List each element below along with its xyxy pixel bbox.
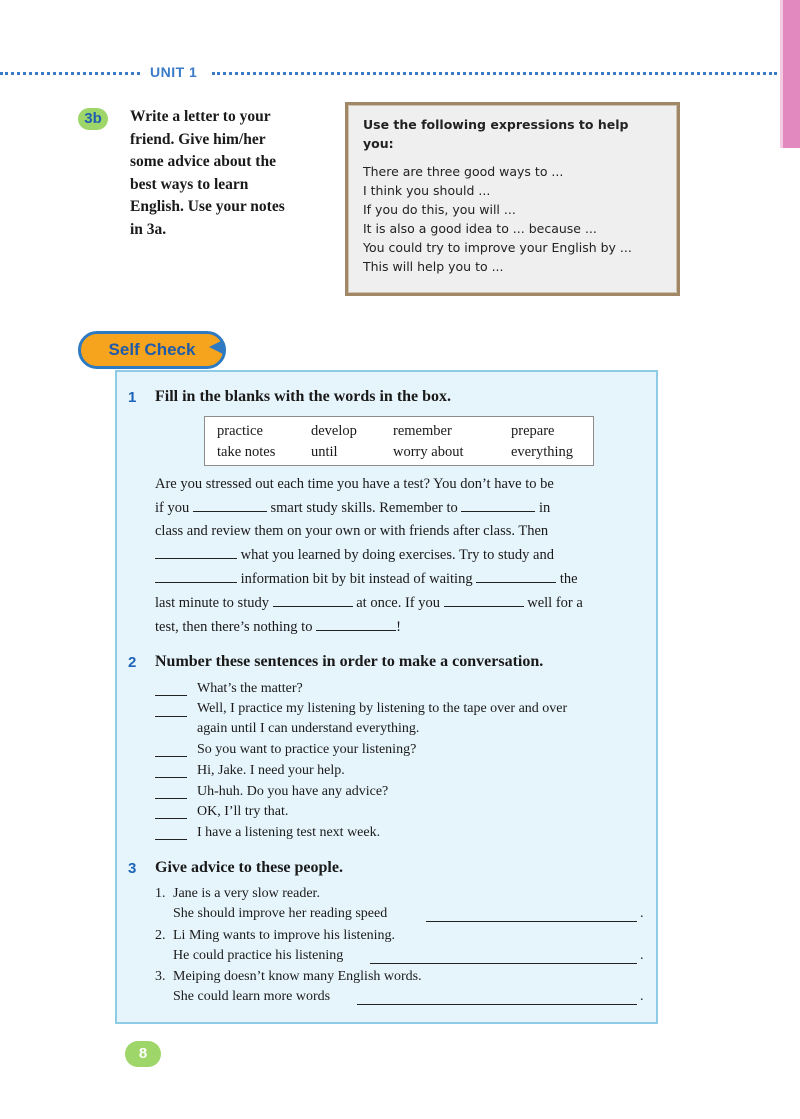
expression-line: If you do this, you will ...	[363, 202, 516, 217]
expression-line: There are three good ways to ...	[363, 164, 564, 179]
advice-period: .	[640, 906, 644, 921]
instruction-line: in 3a.	[130, 220, 167, 238]
expressions-intro-line: Use the following expressions to help	[363, 117, 629, 132]
side-tab	[783, 0, 800, 148]
self-check-badge-tip-icon	[209, 340, 223, 354]
self-check-panel	[115, 370, 658, 1024]
passage-line: class and review them on your own or with friends after class. Then	[155, 523, 549, 539]
fill-blank[interactable]	[476, 570, 556, 583]
conversation-line: OK, I’ll try that.	[197, 804, 289, 819]
expression-line: You could try to improve your English by ...	[363, 240, 632, 255]
passage-line	[155, 594, 583, 612]
advice-item-number: 3.	[155, 969, 166, 984]
advice-period: .	[640, 989, 644, 1004]
passage-text: information bit by bit instead of waiting	[240, 571, 473, 587]
expression-line: It is also a good idea to ... because ...	[363, 221, 597, 236]
instruction-line: some advice about the	[130, 153, 276, 170]
instruction-line: Write a letter to your	[130, 108, 271, 125]
conversation-line: What’s the matter?	[197, 681, 303, 696]
fill-blank[interactable]	[193, 499, 267, 512]
word-box-item: until	[311, 444, 338, 460]
conversation-line: again until I can understand everything.	[197, 721, 420, 736]
passage-line	[155, 570, 578, 588]
word-box-item: practice	[217, 423, 263, 439]
advice-item-number: 1.	[155, 886, 166, 901]
order-blank[interactable]	[155, 818, 187, 819]
fill-blank[interactable]	[316, 618, 396, 631]
q1-number: 1	[128, 389, 137, 406]
advice-prompt: She should improve her reading speed	[173, 906, 388, 921]
order-blank[interactable]	[155, 716, 187, 717]
q2-number: 2	[128, 654, 137, 671]
expressions-intro-line: you:	[363, 136, 394, 151]
fill-blank[interactable]	[155, 570, 237, 583]
word-box-item: take notes	[217, 444, 276, 460]
advice-answer-line[interactable]	[426, 921, 637, 922]
q3-heading: Give advice to these people.	[155, 859, 343, 876]
q1-passage	[155, 476, 640, 646]
passage-text: in	[539, 500, 551, 516]
passage-text: well for a	[527, 595, 583, 611]
expression-line: This will help you to ...	[363, 259, 504, 274]
q2-heading: Number these sentences in order to make a conversation.	[155, 653, 544, 670]
conversation-line: Uh-huh. Do you have any advice?	[197, 784, 389, 799]
section-3b-instruction	[130, 106, 330, 241]
passage-text: test, then there’s nothing to	[155, 619, 313, 635]
advice-period: .	[640, 948, 644, 963]
instruction-line: best ways to learn	[130, 175, 249, 193]
self-check-badge: Self Check	[78, 331, 226, 369]
conversation-line: Hi, Jake. I need your help.	[197, 763, 345, 778]
order-blank[interactable]	[155, 777, 187, 778]
page-number: 8	[125, 1041, 161, 1067]
fill-blank[interactable]	[461, 499, 535, 512]
word-box-item: everything	[511, 444, 574, 460]
passage-line	[155, 618, 401, 636]
section-3b-badge: 3b	[78, 108, 108, 130]
header-dots-left	[0, 72, 140, 75]
expression-line: I think you should ...	[363, 183, 491, 198]
passage-text: what you learned by doing exercises. Try to study and	[240, 547, 554, 563]
order-blank[interactable]	[155, 798, 187, 799]
conversation-line: I have a listening test next week.	[197, 825, 381, 840]
fill-blank[interactable]	[444, 594, 524, 607]
passage-line	[155, 499, 550, 517]
header-dots-right	[212, 72, 777, 75]
passage-text: if you	[155, 500, 190, 516]
passage-text: the	[559, 571, 578, 587]
passage-text: last minute to study	[155, 595, 269, 611]
q1-heading: Fill in the blanks with the words in the box.	[155, 388, 452, 405]
passage-line: Are you stressed out each time you have a test? You don’t have to be	[155, 476, 554, 492]
passage-text: at once. If you	[356, 595, 440, 611]
word-box-item: worry about	[393, 444, 464, 460]
conversation-line: So you want to practice your listening?	[197, 742, 417, 757]
advice-answer-line[interactable]	[357, 1004, 637, 1005]
order-blank[interactable]	[155, 695, 187, 696]
conversation-line: Well, I practice my listening by listening to the tape over and over	[197, 701, 568, 716]
word-box	[204, 416, 594, 466]
word-box-item: prepare	[511, 423, 555, 439]
advice-prompt: She could learn more words	[173, 989, 331, 1004]
order-blank[interactable]	[155, 839, 187, 840]
unit-title: UNIT 1	[150, 64, 198, 80]
instruction-line: friend. Give him/her	[130, 130, 266, 148]
order-blank[interactable]	[155, 756, 187, 757]
passage-line	[155, 546, 554, 564]
advice-situation: Li Ming wants to improve his listening.	[173, 928, 396, 943]
advice-answer-line[interactable]	[370, 963, 637, 964]
expressions-box	[345, 102, 680, 296]
advice-item-number: 2.	[155, 928, 166, 943]
passage-text: smart study skills. Remember to	[270, 500, 458, 516]
fill-blank[interactable]	[155, 546, 237, 559]
q3-number: 3	[128, 860, 137, 877]
fill-blank[interactable]	[273, 594, 353, 607]
word-box-item: remember	[393, 423, 452, 439]
passage-text: !	[396, 619, 401, 635]
instruction-line: English. Use your notes	[130, 198, 285, 215]
advice-situation: Meiping doesn’t know many English words.	[173, 969, 422, 984]
expressions-box-inner-border	[348, 105, 677, 293]
advice-situation: Jane is a very slow reader.	[173, 886, 320, 901]
advice-prompt: He could practice his listening	[173, 948, 344, 963]
word-box-item: develop	[311, 423, 357, 439]
